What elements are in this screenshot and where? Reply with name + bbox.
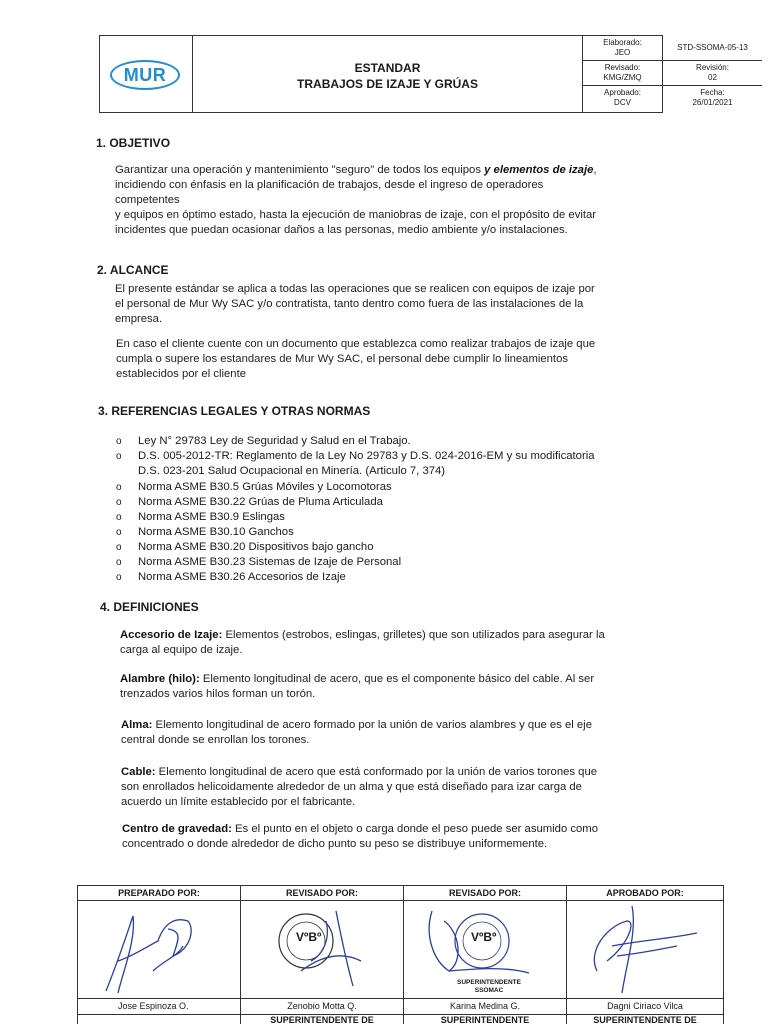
bullet-marker: o xyxy=(116,557,122,568)
alcance-line5: cumpla o supere los estandares de Mur Wy SAC, el personal debe cumplir lo lineamientos xyxy=(116,353,568,365)
reference-text: D.S. 005-2012-TR: Reglamento de la Ley No 29783 y D.S. 024-2016-EM y su modificatoria xyxy=(138,450,595,462)
handwritten-signature-icon xyxy=(567,901,723,998)
signature-table xyxy=(77,885,724,1024)
revision-label: Revisión: xyxy=(696,63,729,72)
title-cell xyxy=(193,36,583,112)
definition-centro-gravedad xyxy=(122,822,682,852)
definition-text: carga al equipo de izaje. xyxy=(120,644,243,656)
definition-text: Elementos (estrobos, eslingas, grilletes) que son utilizados para asegurar la xyxy=(222,629,605,641)
alcance-line2: el personal de Mur Wy SAC y/o contratista, tanto dentro como fuera de las instalaciones de la xyxy=(115,298,584,310)
approval-stamp-icon xyxy=(241,901,404,998)
definition-text: Elemento longitudinal de acero que está conformado por la unión de varios torones que xyxy=(155,766,598,778)
reference-text: Norma ASME B30.20 Dispositivos bajo gancho xyxy=(138,541,374,553)
definition-accesorio xyxy=(120,628,680,658)
revisado-cell xyxy=(583,61,662,86)
document-title-line2: TRABAJOS DE IZAJE Y GRÚAS xyxy=(297,77,478,91)
signature-header: APROBADO POR: xyxy=(567,886,723,901)
reference-text: Norma ASME B30.22 Grúas de Pluma Articulada xyxy=(138,496,383,508)
signature-header: REVISADO POR: xyxy=(241,886,403,901)
definition-line xyxy=(122,822,682,837)
document-header-table xyxy=(99,35,748,113)
alcance-line1: El presente estándar se aplica a todas las operaciones que se realicen con equipos de izaje por xyxy=(115,283,595,295)
fecha-value: 26/01/2021 xyxy=(692,98,733,107)
reference-text: Norma ASME B30.26 Accesorios de Izaje xyxy=(138,571,346,583)
aprobado-label: Aprobado: xyxy=(604,88,641,97)
definition-alambre xyxy=(120,672,680,702)
revisado-value: KMG/ZMQ xyxy=(603,73,642,82)
elaborado-value: JEO xyxy=(614,48,631,57)
signer-role xyxy=(78,1014,240,1015)
objetivo-line2: incidiendo con énfasis en la planificación de trabajos, desde el ingreso de operadores xyxy=(115,179,544,191)
objetivo-line4: y equipos en óptimo estado, hasta la ejecución de maniobras de izaje, con el propósito de evitar xyxy=(115,209,597,221)
definition-text: trenzados varios hilos forman un torón. xyxy=(120,688,316,700)
company-logo xyxy=(110,60,180,90)
reference-text: Norma ASME B30.10 Ganchos xyxy=(138,526,294,538)
signer-role: SUPERINTENDENTE DE xyxy=(241,1014,403,1026)
section-title-objetivo: 1. OBJETIVO xyxy=(96,136,171,150)
revision-value: 02 xyxy=(708,73,717,82)
definition-text: Elemento longitudinal de acero, que es el componente básico del cable. Al ser xyxy=(199,673,595,685)
signer-role: SUPERINTENDENTE DE xyxy=(567,1014,723,1026)
signer-role: SUPERINTENDENTE xyxy=(404,1014,566,1026)
definition-text: Es el punto en el objeto o carga donde el peso puede ser asumido como xyxy=(231,823,598,835)
reference-text: Norma ASME B30.5 Grúas Móviles y Locomotoras xyxy=(138,481,392,493)
definition-alma xyxy=(121,718,681,748)
signature-cell-revisado-2 xyxy=(404,886,567,1024)
signer-name: Dagni Ciriaco Vilca xyxy=(567,998,723,1013)
alcance-paragraph-1 xyxy=(115,282,675,327)
objetivo-paragraph xyxy=(115,163,675,238)
definition-line xyxy=(121,765,681,780)
alcance-paragraph-2 xyxy=(116,337,676,382)
definition-line xyxy=(120,628,680,643)
logo-text: MUR xyxy=(123,65,167,85)
signature-header: PREPARADO POR: xyxy=(78,886,240,901)
objetivo-comma: , xyxy=(593,164,597,176)
reference-text: Norma ASME B30.23 Sistemas de Izaje de Personal xyxy=(138,556,402,568)
definition-term: Accesorio de Izaje: xyxy=(120,629,223,641)
signature-cell-aprobado xyxy=(567,886,723,1024)
elaborado-label: Elaborado: xyxy=(603,38,642,47)
signature-cell-preparado xyxy=(78,886,241,1024)
elaborado-cell xyxy=(583,36,662,61)
definition-text: son enrollados helicoidamente alrededor de un alma y que está diseñado para izar carga de xyxy=(121,781,582,793)
section-title-definiciones: 4. DEFINICIONES xyxy=(100,600,199,614)
stamp-vobo: VºBº xyxy=(471,930,497,944)
code-cell xyxy=(663,36,762,61)
reference-text: Ley N° 29783 Ley de Seguridad y Salud en el Trabajo. xyxy=(138,435,411,447)
bullet-marker: o xyxy=(116,497,122,508)
definition-text: Elemento longitudinal de acero formado por la unión de varios alambres y que es el eje xyxy=(152,719,592,731)
document-code: STD-SSOMA-05-13 xyxy=(677,43,748,52)
bullet-marker: o xyxy=(116,527,122,538)
definition-text: central donde se enrollan los torones. xyxy=(121,734,310,746)
definition-line xyxy=(120,672,680,687)
aprobado-cell xyxy=(583,86,662,111)
signer-name: Zenobio Motta Q. xyxy=(241,998,403,1013)
signer-name: Karina Medina G. xyxy=(404,998,566,1013)
alcance-line6: establecidos por el cliente xyxy=(116,368,246,380)
definition-term: Alma: xyxy=(121,719,153,731)
alcance-line3: empresa. xyxy=(115,313,163,325)
signer-name: Jose Espinoza O. xyxy=(78,998,240,1013)
definition-text: acuerdo un límite establecido por el fabricante. xyxy=(121,796,356,808)
bullet-marker: o xyxy=(116,482,122,493)
meta-column-doc xyxy=(663,36,762,112)
handwritten-signature-icon xyxy=(78,901,241,998)
meta-column-authors xyxy=(583,36,663,112)
fecha-label: Fecha: xyxy=(700,88,725,97)
objetivo-line5: incidentes que puedan ocasionar daños a las personas, medio ambiente y/o instalaciones. xyxy=(115,224,568,236)
definition-term: Alambre (hilo): xyxy=(120,673,200,685)
reference-text: D.S. 023-201 Salud Ocupacional en Minería. (Articulo 7, 374) xyxy=(138,465,446,477)
stamp-note: SUPERINTENDENTE SSOMAC xyxy=(457,979,521,994)
logo-cell xyxy=(100,36,193,112)
objetivo-line1-text: Garantizar una operación y mantenimiento "seguro" de todos los equipos xyxy=(115,164,485,176)
reference-text: Norma ASME B30.9 Eslingas xyxy=(138,511,285,523)
alcance-line4: En caso el cliente cuente con un documento que establezca como realizar trabajos de izaje que xyxy=(116,338,596,350)
objetivo-emphasis: y elementos de izaje xyxy=(484,164,594,176)
bullet-marker: o xyxy=(116,436,122,447)
bullet-marker: o xyxy=(116,512,122,523)
definition-term: Cable: xyxy=(121,766,156,778)
section-title-alcance: 2. ALCANCE xyxy=(97,263,169,277)
signature-cell-revisado-1 xyxy=(241,886,404,1024)
bullet-marker: o xyxy=(116,542,122,553)
definition-line xyxy=(121,718,681,733)
document-title-line1: ESTANDAR xyxy=(354,61,421,75)
definition-text: concentrado o donde alrededor de dicho punto su peso se distribuye uniformemente. xyxy=(122,838,548,850)
stamp-vobo: VºBº xyxy=(296,930,322,944)
bullet-marker: o xyxy=(116,451,122,462)
definition-cable xyxy=(121,765,681,810)
aprobado-value: DCV xyxy=(614,98,631,107)
signature-header: REVISADO POR: xyxy=(404,886,566,901)
section-title-referencias: 3. REFERENCIAS LEGALES Y OTRAS NORMAS xyxy=(98,404,371,418)
definition-term: Centro de gravedad: xyxy=(122,823,232,835)
objetivo-line3: competentes xyxy=(115,194,180,206)
objetivo-line1 xyxy=(115,163,675,178)
bullet-marker: o xyxy=(116,572,122,583)
fecha-cell xyxy=(663,86,762,111)
revisado-label: Revisado: xyxy=(604,63,641,72)
revision-cell xyxy=(663,61,762,86)
